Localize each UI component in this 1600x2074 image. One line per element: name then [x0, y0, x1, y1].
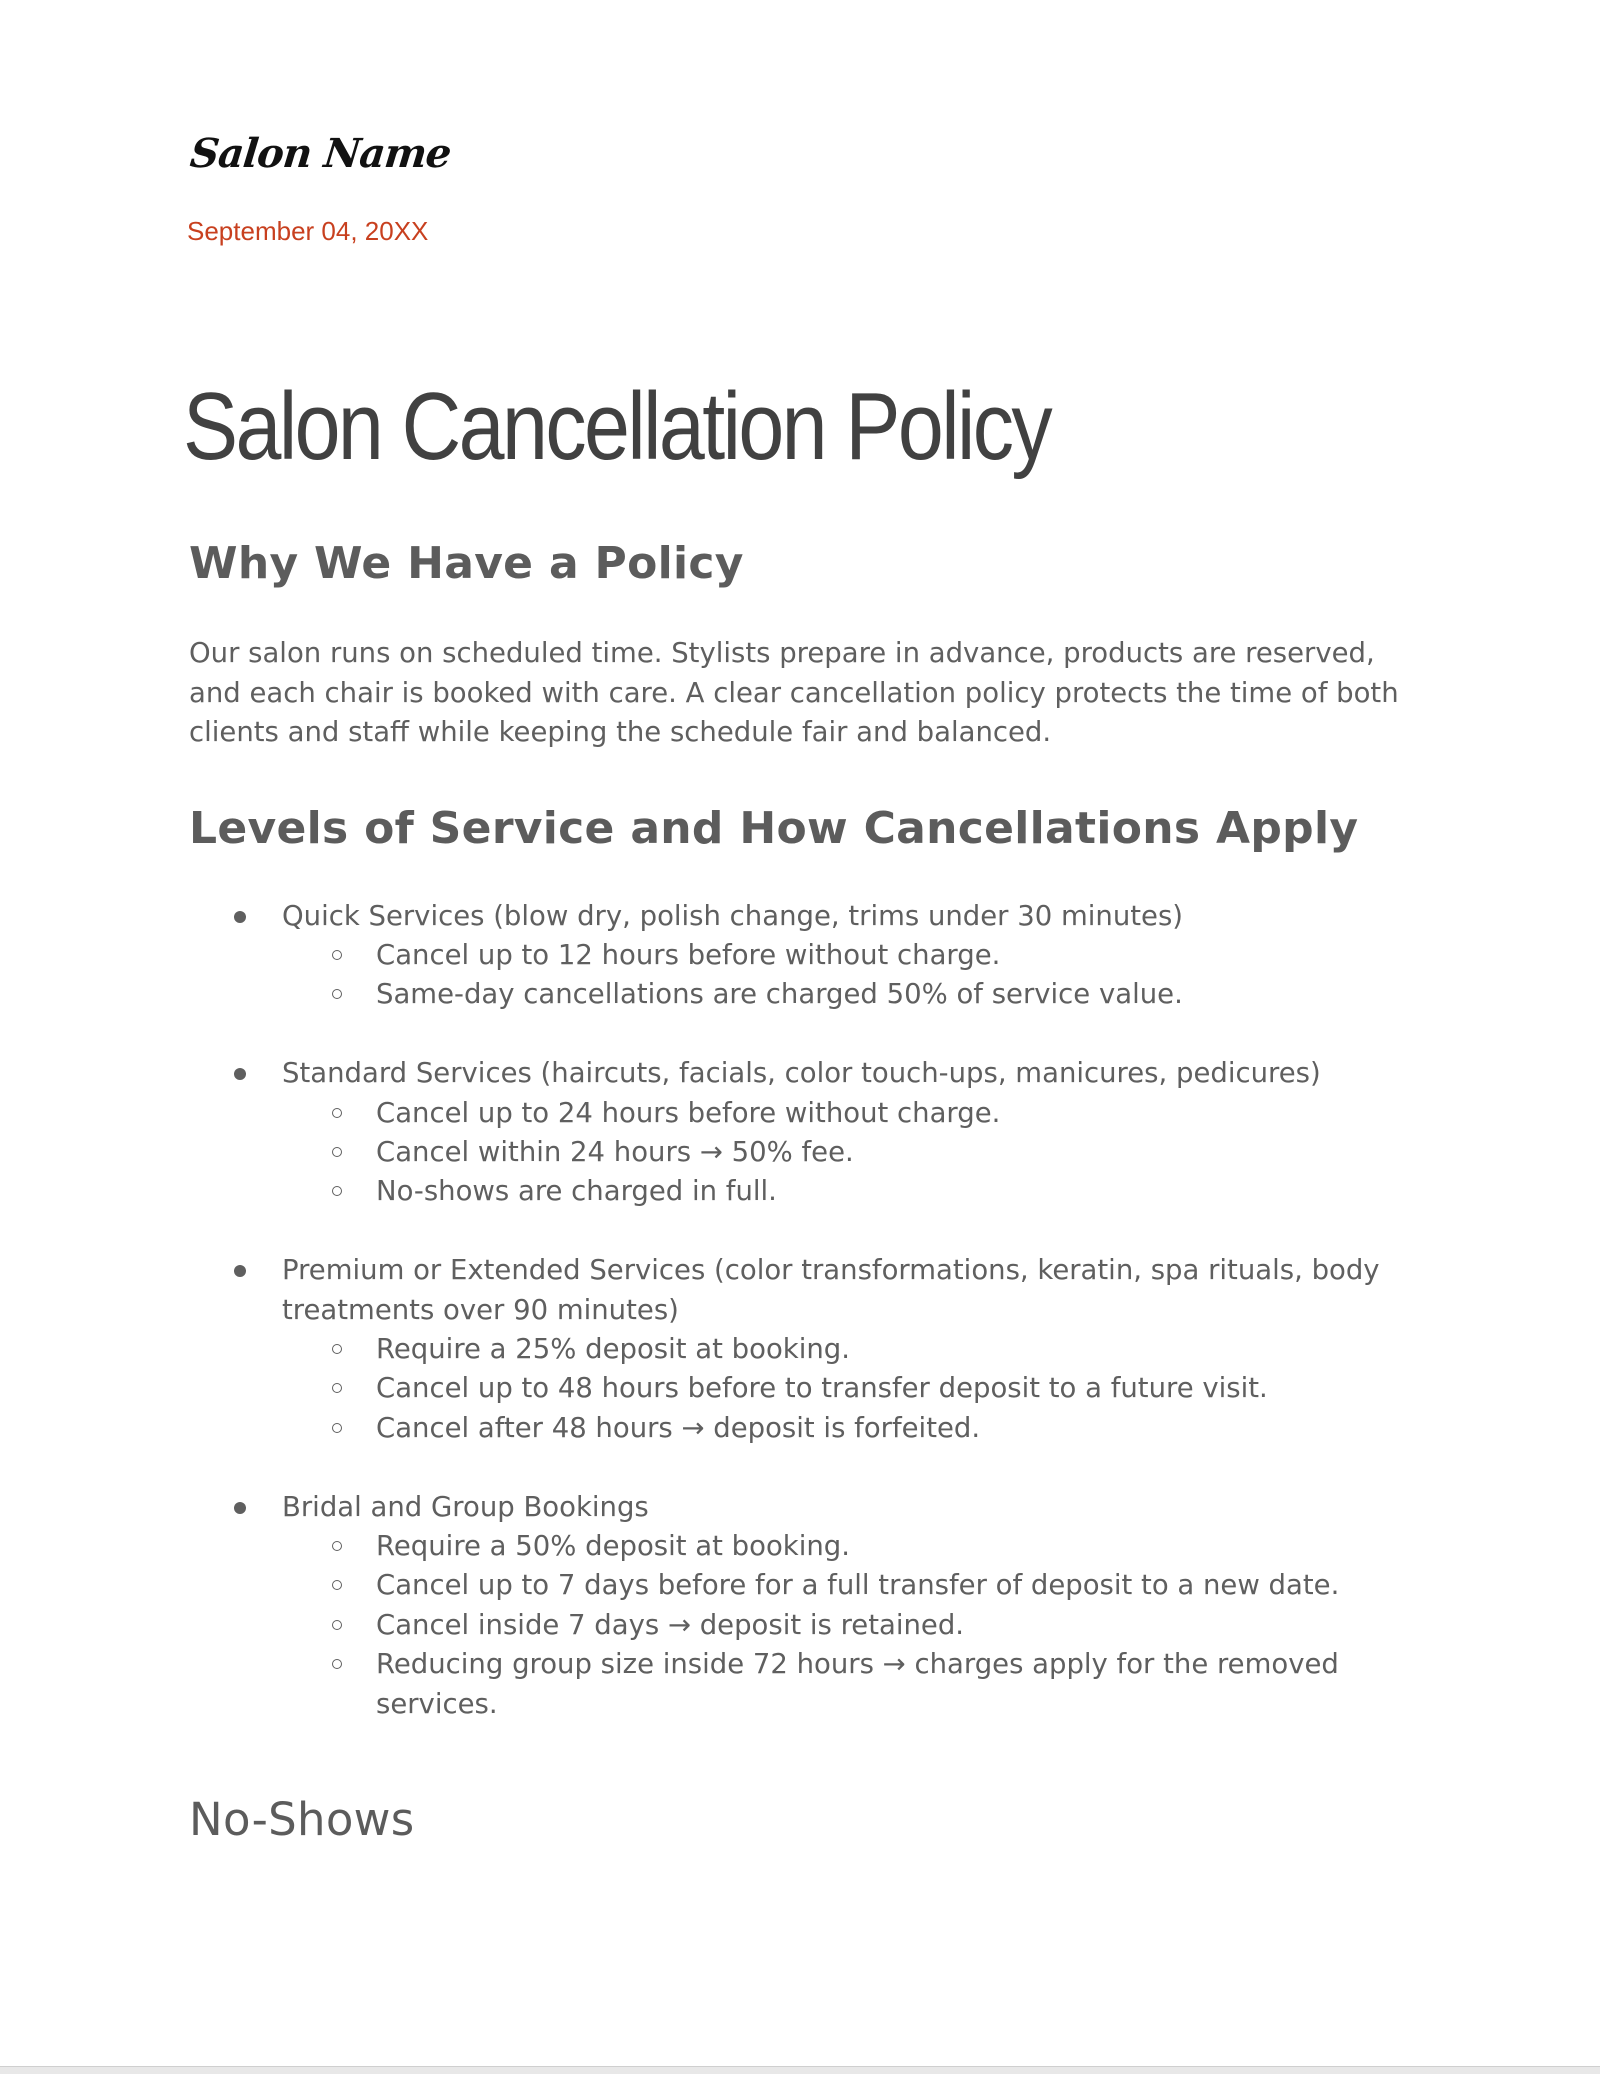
- circle-bullet-icon: [332, 1383, 342, 1393]
- sub-list-item: [282, 975, 1419, 1014]
- circle-bullet-icon: [332, 1620, 342, 1630]
- sub-item-text: Cancel up to 48 hours before to transfer deposit to a future visit.: [376, 1372, 1268, 1405]
- page-title: Salon Cancellation Policy: [183, 373, 1051, 480]
- document-body: [189, 534, 1419, 1850]
- circle-bullet-icon: [332, 1423, 342, 1433]
- heading-no-shows: No-Shows: [189, 1792, 415, 1846]
- list-item-premium-services: [189, 1251, 1419, 1448]
- sub-list-item: [282, 1133, 1419, 1172]
- sub-item-text: Cancel up to 24 hours before without charge.: [376, 1096, 1001, 1129]
- circle-bullet-icon: [332, 1344, 342, 1354]
- circle-bullet-icon: [332, 950, 342, 960]
- circle-bullet-icon: [332, 989, 342, 999]
- sub-list-item: [282, 1566, 1419, 1605]
- bullet-icon: [234, 1502, 246, 1514]
- list-item-quick-services: [189, 897, 1419, 1015]
- sub-list-item: [282, 1172, 1419, 1211]
- sub-list-item: [282, 1330, 1419, 1369]
- sub-item-text: Cancel after 48 hours → deposit is forfeited.: [376, 1411, 981, 1444]
- heading-why-policy: Why We Have a Policy: [189, 538, 744, 589]
- sub-list-item: [282, 1094, 1419, 1133]
- circle-bullet-icon: [332, 1186, 342, 1196]
- sub-item-text: Reducing group size inside 72 hours → charges apply for the removed services.: [376, 1648, 1339, 1720]
- sub-list: [282, 936, 1419, 1015]
- list-item-standard-services: [189, 1054, 1419, 1212]
- sub-list: [282, 1330, 1419, 1448]
- service-levels-list: [189, 897, 1419, 1724]
- sub-item-text: Same-day cancellations are charged 50% of service value.: [376, 978, 1183, 1011]
- why-policy-paragraph: Our salon runs on scheduled time. Stylists prepare in advance, products are reserved, and each chair is booked with care. A clear cancellation policy protects the time of both clients and staff while keeping the schedule fair and balanced.: [189, 637, 1399, 748]
- circle-bullet-icon: [332, 1541, 342, 1551]
- sub-list: [282, 1094, 1419, 1212]
- bullet-icon: [234, 1265, 246, 1277]
- list-item-label: Quick Services (blow dry, polish change, trims under 30 minutes): [282, 899, 1184, 932]
- salon-name: Salon Name: [188, 130, 453, 177]
- sub-item-text: Cancel inside 7 days → deposit is retained.: [376, 1608, 965, 1641]
- sub-list-item: [282, 936, 1419, 975]
- sub-item-text: Require a 50% deposit at booking.: [376, 1529, 850, 1562]
- circle-bullet-icon: [332, 1147, 342, 1157]
- sub-item-text: Cancel up to 7 days before for a full transfer of deposit to a new date.: [376, 1569, 1340, 1602]
- sub-item-text: Cancel within 24 hours → 50% fee.: [376, 1135, 854, 1168]
- bullet-icon: [234, 911, 246, 923]
- sub-item-text: Cancel up to 12 hours before without charge.: [376, 938, 1001, 971]
- sub-list-item: [282, 1645, 1419, 1724]
- sub-item-text: No-shows are charged in full.: [376, 1175, 777, 1208]
- list-item-label: Standard Services (haircuts, facials, color touch-ups, manicures, pedicures): [282, 1057, 1321, 1090]
- sub-list: [282, 1527, 1419, 1724]
- list-item-bridal-group: [189, 1488, 1419, 1724]
- list-item-label: Premium or Extended Services (color transformations, keratin, spa rituals, body treatments over 90 minutes): [282, 1254, 1380, 1326]
- sub-list-item: [282, 1369, 1419, 1408]
- document-date: September 04, 20XX: [187, 216, 429, 246]
- list-item-label: Bridal and Group Bookings: [282, 1490, 649, 1523]
- sub-list-item: [282, 1409, 1419, 1448]
- sub-list-item: [282, 1527, 1419, 1566]
- circle-bullet-icon: [332, 1659, 342, 1669]
- sub-list-item: [282, 1606, 1419, 1645]
- circle-bullet-icon: [332, 1108, 342, 1118]
- bullet-icon: [234, 1068, 246, 1080]
- sub-item-text: Require a 25% deposit at booking.: [376, 1332, 850, 1365]
- heading-service-levels: Levels of Service and How Cancellations Apply: [189, 802, 1359, 854]
- circle-bullet-icon: [332, 1580, 342, 1590]
